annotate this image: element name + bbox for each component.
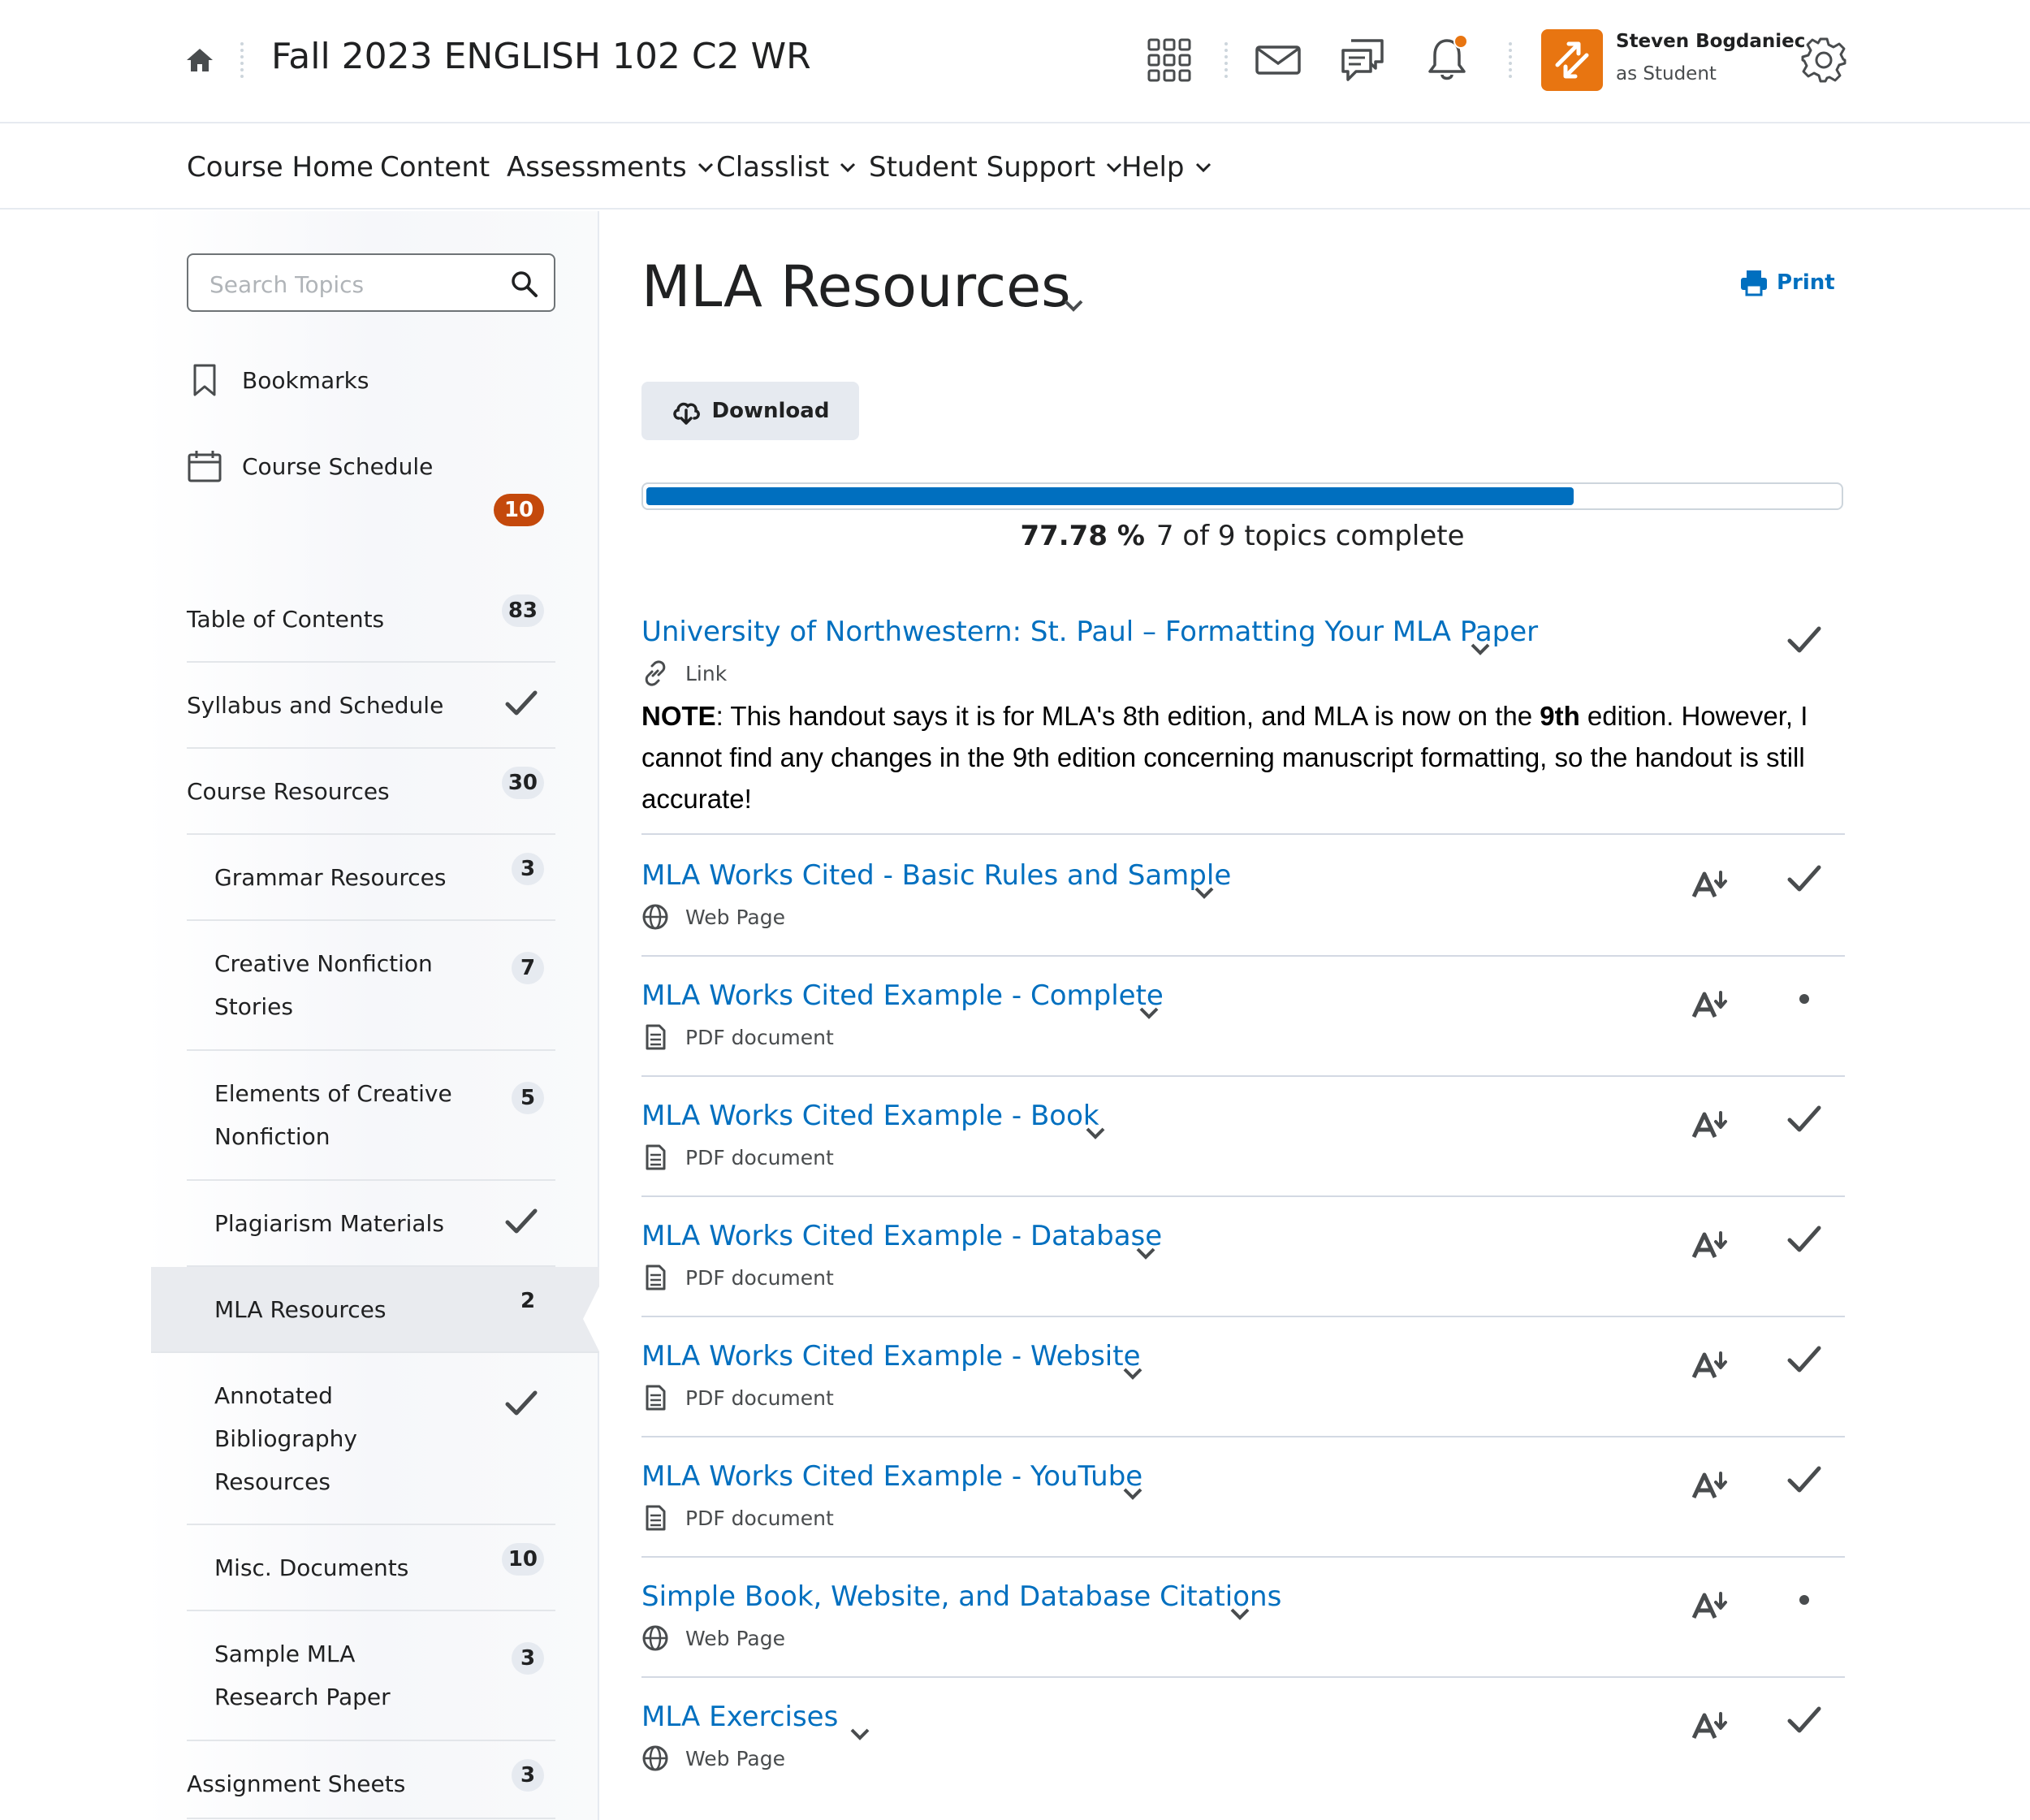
note-text-1: : This handout says it is for MLA's 8th edition, and MLA is now on the	[715, 701, 1540, 731]
toc-item-plagiarism-materials[interactable]	[187, 1181, 555, 1267]
role-switch-icon	[1541, 29, 1603, 91]
checkmark-icon	[1785, 1460, 1824, 1499]
topic-link[interactable]: MLA Works Cited - Basic Rules and Sample	[641, 859, 1232, 892]
page-title: MLA Resources	[641, 253, 1071, 320]
topic-type-label: PDF document	[685, 1145, 834, 1169]
printer-icon	[1739, 268, 1769, 297]
topic-link[interactable]: MLA Works Cited Example - Website	[641, 1340, 1141, 1373]
avatar[interactable]	[1541, 29, 1603, 91]
progress-bar	[641, 482, 1843, 510]
toc-label: Assignment Sheets	[187, 1770, 406, 1797]
font-size-down-icon[interactable]	[1691, 1228, 1731, 1260]
user-role: as Student	[1616, 63, 1717, 84]
nav-help[interactable]: Help	[1121, 151, 1212, 184]
count-badge: 3	[512, 1759, 544, 1792]
bookmarks-label: Bookmarks	[242, 366, 369, 394]
bookmark-icon	[187, 362, 222, 398]
topic-type	[641, 1504, 834, 1532]
chevron-down-icon	[697, 158, 715, 176]
document-icon	[641, 1384, 669, 1411]
progress-fill	[646, 487, 1574, 505]
topic-type-label: PDF document	[685, 1265, 834, 1290]
topic-link[interactable]: MLA Works Cited Example - YouTube	[641, 1460, 1143, 1493]
count-badge: 30	[502, 767, 544, 799]
divider	[240, 42, 244, 78]
chevron-down-icon	[1105, 158, 1123, 176]
count-badge: 3	[512, 853, 544, 885]
checkmark-icon	[1785, 1340, 1824, 1379]
topic-item	[641, 979, 1845, 1077]
toc-item-misc-documents[interactable]	[187, 1525, 555, 1611]
chevron-down-icon[interactable]	[1083, 1121, 1108, 1145]
checkmark-icon	[1785, 859, 1824, 898]
progress-summary	[641, 520, 1843, 552]
topic-link[interactable]: MLA Exercises	[641, 1701, 839, 1733]
nav-content[interactable]: Content	[380, 151, 490, 184]
mail-icon[interactable]	[1254, 36, 1302, 84]
toc-item-course-resources[interactable]	[187, 749, 555, 835]
chevron-down-icon[interactable]	[1121, 1361, 1145, 1386]
content-sidebar	[0, 211, 599, 1820]
toc-item-mla-resources[interactable]	[151, 1267, 599, 1353]
font-size-down-icon[interactable]	[1691, 867, 1731, 900]
checkmark-icon	[1785, 1100, 1824, 1139]
toc-item-creative-nonfiction-stories[interactable]	[187, 921, 555, 1051]
download-label: Download	[711, 399, 830, 423]
topic-type-label: Web Page	[685, 1746, 785, 1770]
topic-type	[641, 1624, 785, 1652]
topic-link[interactable]: MLA Works Cited Example - Complete	[641, 979, 1164, 1012]
font-size-down-icon[interactable]	[1691, 1589, 1731, 1621]
toc-item-sample-mla-research-paper[interactable]	[187, 1611, 555, 1741]
font-size-down-icon[interactable]	[1691, 988, 1731, 1020]
chevron-down-icon[interactable]	[1228, 1602, 1252, 1626]
count-badge: 10	[502, 1543, 544, 1576]
topic-item	[641, 616, 1845, 835]
course-schedule-label: Course Schedule	[242, 452, 434, 480]
topic-type	[641, 1264, 834, 1291]
topic-item	[641, 859, 1845, 957]
globe-icon	[641, 903, 669, 931]
schedule-count-badge: 10	[494, 494, 544, 526]
toc-label: MLA Resources	[214, 1296, 387, 1323]
divider	[1509, 42, 1512, 78]
topic-type-label: Web Page	[685, 905, 785, 929]
toc-label: Misc. Documents	[214, 1554, 409, 1581]
course-schedule-link[interactable]	[187, 448, 433, 484]
topic-link[interactable]: MLA Works Cited Example - Database	[641, 1220, 1163, 1252]
topic-type	[641, 903, 785, 931]
document-icon	[641, 1023, 669, 1051]
topic-note	[641, 695, 1845, 819]
toc-label: Table of Contents	[187, 606, 385, 633]
chevron-down-icon[interactable]	[1468, 637, 1492, 661]
toc-item-annotated-bibliography-resources[interactable]	[187, 1353, 555, 1525]
chevron-down-icon[interactable]	[1121, 1481, 1145, 1506]
chevron-down-icon[interactable]	[848, 1722, 872, 1746]
topic-type-label: PDF document	[685, 1386, 834, 1410]
font-size-down-icon[interactable]	[1691, 1468, 1731, 1501]
user-name[interactable]: Steven Bogdaniec	[1616, 31, 1806, 52]
calendar-icon	[187, 448, 222, 484]
notification-badge	[1453, 34, 1468, 49]
toc-item-syllabus-and-schedule[interactable]	[187, 663, 555, 749]
chevron-down-icon	[839, 158, 857, 176]
chevron-down-icon[interactable]	[1137, 1001, 1161, 1025]
waffle-grid-icon[interactable]	[1145, 36, 1194, 84]
count-badge: 2	[520, 1289, 536, 1313]
toc-item-table-of-contents[interactable]	[187, 577, 555, 663]
chevron-down-icon[interactable]	[1060, 292, 1086, 318]
topic-type-label: PDF document	[685, 1506, 834, 1530]
topic-item	[641, 1701, 1845, 1798]
topic-type	[641, 1143, 834, 1171]
checkmark-icon	[503, 1204, 539, 1239]
topic-type-label: Link	[685, 661, 728, 685]
toc-item-grammar-resources[interactable]	[187, 835, 555, 921]
progress-count: 7 of 9 topics complete	[1155, 520, 1465, 552]
incomplete-dot-icon	[1785, 979, 1824, 1018]
chat-icon[interactable]	[1338, 36, 1387, 84]
chevron-down-icon[interactable]	[1134, 1241, 1158, 1265]
toc-label: Syllabus and Schedule	[187, 692, 444, 719]
divider	[1224, 42, 1228, 78]
nav-student-support[interactable]: Student Support	[869, 151, 1123, 184]
count-badge: 83	[502, 594, 544, 627]
document-icon	[641, 1504, 669, 1532]
topic-type	[641, 659, 727, 687]
chevron-down-icon	[1194, 158, 1212, 176]
checkmark-icon	[1785, 620, 1824, 659]
topic-item	[641, 1100, 1845, 1197]
font-size-down-icon[interactable]	[1691, 1709, 1731, 1741]
active-indicator	[583, 1283, 601, 1355]
toc-label: Grammar Resources	[214, 864, 447, 891]
checkmark-icon	[1785, 1701, 1824, 1740]
topic-type	[641, 1744, 785, 1772]
count-badge: 7	[512, 952, 544, 984]
font-size-down-icon[interactable]	[1691, 1108, 1731, 1140]
cloud-download-icon	[672, 396, 701, 426]
globe-icon	[641, 1624, 669, 1652]
note-text-2: edition. However, I cannot find any changes in the 9th edition concerning manuscript formatting, so the handout is still accurate!	[641, 701, 1808, 814]
topic-link[interactable]: University of Northwestern: St. Paul – Formatting Your MLA Paper	[641, 616, 1539, 648]
toc-label: Elements of Creative Nonfiction	[214, 1080, 452, 1150]
download-button[interactable]	[641, 382, 859, 440]
bookmarks-link[interactable]	[187, 362, 369, 398]
checkmark-icon	[503, 1386, 539, 1421]
checkmark-icon	[503, 685, 539, 721]
nav-classlist[interactable]: Classlist	[716, 151, 857, 184]
incomplete-dot-icon	[1785, 1580, 1824, 1619]
topic-item	[641, 1580, 1845, 1678]
gear-icon[interactable]	[1799, 36, 1848, 84]
nav-course-home[interactable]: Course Home	[187, 151, 374, 184]
toc-label: Sample MLA Research Paper	[214, 1641, 391, 1710]
checkmark-icon	[1785, 1220, 1824, 1259]
topic-type	[641, 1384, 834, 1411]
topic-item	[641, 1340, 1845, 1437]
topic-link[interactable]: MLA Works Cited Example - Book	[641, 1100, 1099, 1132]
topic-type-label: PDF document	[685, 1025, 834, 1049]
note-lead: NOTE	[641, 701, 716, 731]
globe-icon	[641, 1744, 669, 1772]
print-button[interactable]	[1739, 268, 1835, 297]
toc-label: Plagiarism Materials	[214, 1210, 444, 1237]
topic-type-label: Web Page	[685, 1626, 785, 1650]
print-label: Print	[1777, 270, 1835, 295]
count-badge: 3	[512, 1642, 544, 1675]
topic-item	[641, 1460, 1845, 1558]
toc-label: Annotated Bibliography Resources	[214, 1382, 357, 1495]
progress-percent: 77.78 %	[1020, 520, 1145, 552]
top-bar	[0, 0, 2030, 123]
search-input[interactable]	[187, 253, 555, 312]
toc-item-elements-of-creative-nonfiction[interactable]	[187, 1051, 555, 1181]
toc-item-assignment-sheets[interactable]	[187, 1741, 555, 1819]
toc-label: Creative Nonfiction Stories	[214, 950, 433, 1020]
topic-type	[641, 1023, 834, 1051]
chevron-down-icon[interactable]	[1192, 880, 1216, 905]
link-icon	[641, 659, 669, 687]
topic-item	[641, 1220, 1845, 1317]
nav-assessments[interactable]: Assessments	[507, 151, 715, 184]
font-size-down-icon[interactable]	[1691, 1348, 1731, 1381]
search-icon[interactable]	[510, 270, 539, 299]
note-bold: 9th	[1540, 701, 1580, 731]
course-title[interactable]: Fall 2023 ENGLISH 102 C2 WR	[271, 36, 811, 77]
count-badge: 5	[512, 1082, 544, 1114]
course-navbar	[0, 123, 2030, 210]
toc-label: Course Resources	[187, 778, 390, 805]
document-icon	[641, 1264, 669, 1291]
document-icon	[641, 1143, 669, 1171]
search-placeholder: Search Topics	[209, 271, 365, 298]
topic-link[interactable]: Simple Book, Website, and Database Citations	[641, 1580, 1282, 1613]
home-icon[interactable]	[184, 44, 216, 76]
